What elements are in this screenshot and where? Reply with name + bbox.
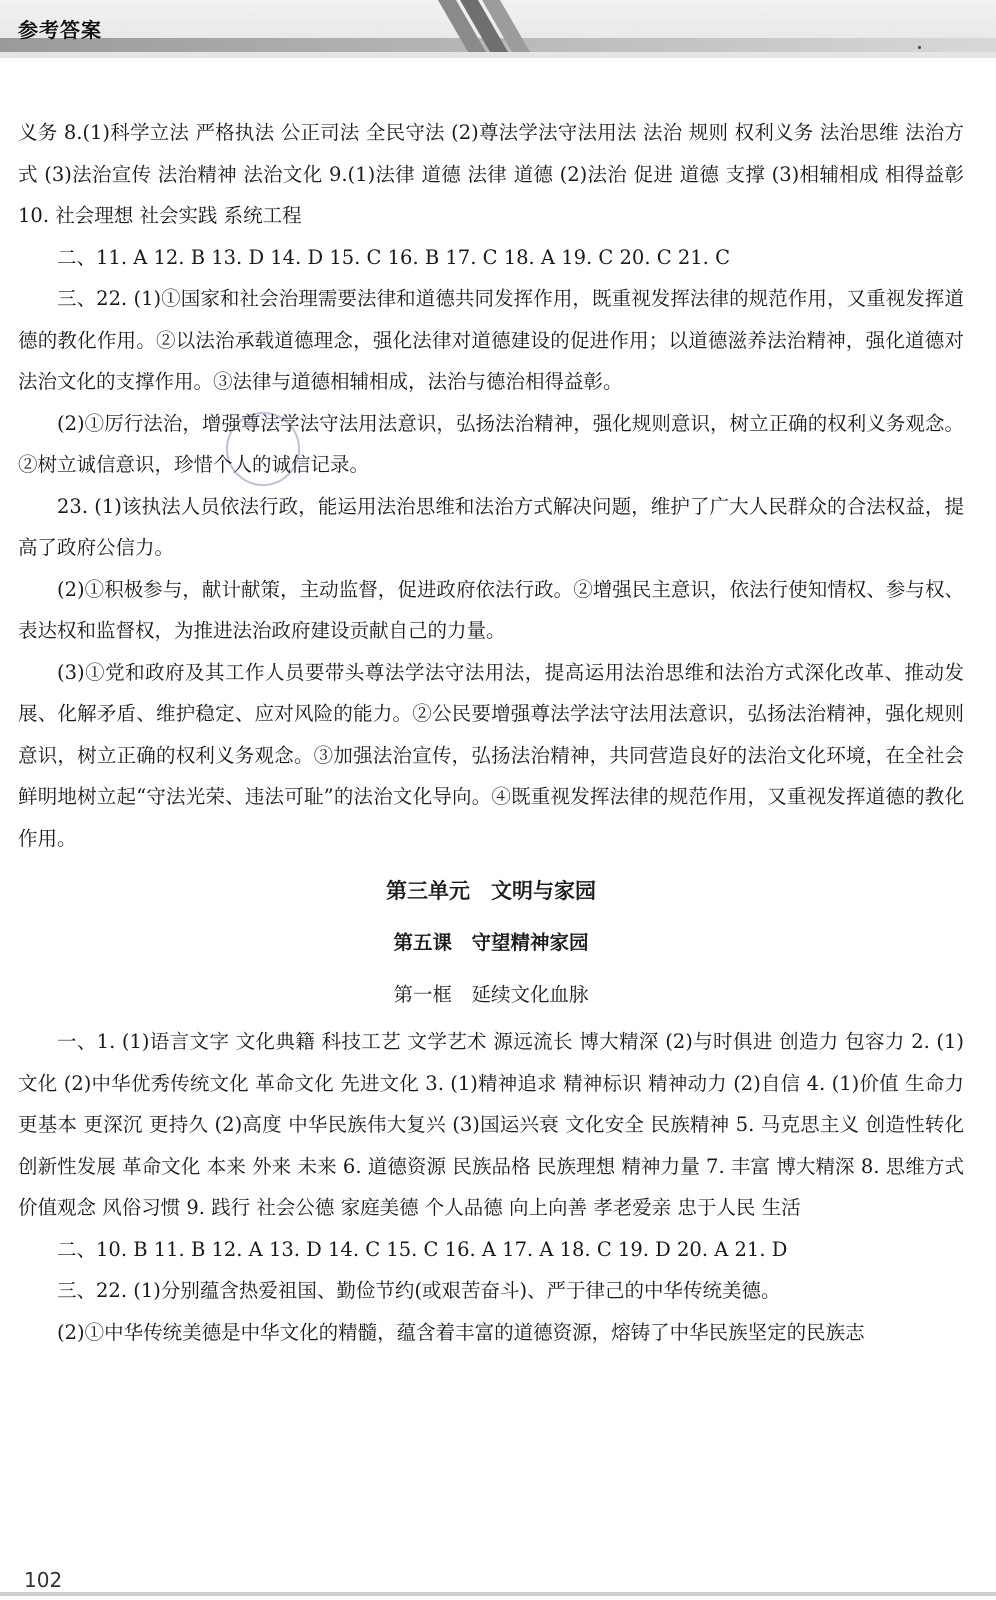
answer-paragraph: (2)①中华传统美德是中华文化的精髓，蕴含着丰富的道德资源，熔铸了中华民族坚定的民族志	[57, 1320, 865, 1344]
footer-rule	[0, 1592, 996, 1596]
answer-paragraph: 义务 8.(1)科学立法 严格执法 公正司法 全民守法 (2)尊法学法守法用法 法治 规则 权利义务 法治思维 法治方式 (3)法治宣传 法治精神 法治文化 9.(1)法律 道德 法律 道德 (2)法治 促进 道德 支撑 (3)相辅相成 相得益彰 10. 社会理想 社会实践 系统工程	[18, 121, 964, 227]
section-title: 第一框 延续文化血脉	[393, 983, 589, 1006]
answer-paragraph: (2)①积极参与，献计献策，主动监督，促进政府依法行政。②增强民主意识，依法行使知情权、参与权、表达权和监督权，为推进法治政府建设贡献自己的力量。	[18, 577, 964, 642]
answer-paragraph: 23. (1)该执法人员依法行政，能运用法治思维和法治方式解决问题，维护了广大人民群众的合法权益，提高了政府公信力。	[18, 494, 964, 559]
answer-paragraph: 三、22. (1)分别蕴含热爱祖国、勤俭节约(或艰苦奋斗)、严于律己的中华传统美德。	[57, 1279, 781, 1302]
header-dot	[918, 46, 921, 49]
header-stripes-decoration	[430, 0, 550, 58]
unit-title: 第三单元 文明与家园	[386, 878, 596, 903]
answer-paragraph: 二、10. B 11. B 12. A 13. D 14. C 15. C 16. A 17. A 18. C 19. D 20. A 21. D	[57, 1237, 788, 1261]
page-header-title: 参考答案	[18, 18, 102, 42]
answer-paragraph: 三、22. (1)①国家和社会治理需要法律和道德共同发挥作用，既重视发挥法律的规范作用，又重视发挥道德的教化作用。②以法治承载道德理念，强化法律对道德建设的促进作用；以道德滋养法治精神，强化道德对法治文化的支撑作用。③法律与道德相辅相成，法治与德治相得益彰。	[18, 287, 964, 393]
answer-paragraph: (3)①党和政府及其工作人员要带头尊法学法守法用法，提高运用法治思维和法治方式深化改革、推动发展、化解矛盾、维护稳定、应对风险的能力。②公民要增强尊法学法守法用法意识，弘扬法治精神，强化规则意识，树立正确的权利义务观念。③加强法治宣传，弘扬法治精神，共同营造良好的法治文化环境，在全社会鲜明地树立起“守法光荣、违法可耻”的法治文化导向。④既重视发挥法律的规范作用，又重视发挥道德的教化作用。	[18, 660, 964, 850]
answer-content	[18, 112, 964, 1353]
page-number: 102	[24, 1568, 63, 1592]
lesson-title: 第五课 守望精神家园	[393, 931, 589, 954]
answer-paragraph: 一、1. (1)语言文字 文化典籍 科技工艺 文学艺术 源远流长 博大精深 (2)与时俱进 创造力 包容力 2. (1)文化 (2)中华优秀传统文化 革命文化 先进文化 3. (1)精神追求 精神标识 精神动力 (2)自信 4. (1)价值 生命力 更基本 更深沉 更持久 (2)高度 中华民族伟大复兴 (3)国运兴衰 文化安全 民族精神 5. 马克思主义 创造性转化 创新性发展 革命文化 本来 外来 未来 6. 道德资源 民族品格 民族理想 精神力量 7. 丰富 博大精深 8. 思维方式 价值观念 风俗习惯 9. 践行 社会公德 家庭美德 个人品德 向上向善 孝老爱亲 忠于人民 生活	[18, 1030, 964, 1219]
answer-paragraph: (2)①厉行法治，增强尊法学法守法用法意识，弘扬法治精神，强化规则意识，树立正确的权利义务观念。②树立诚信意识，珍惜个人的诚信记录。	[18, 411, 964, 476]
answer-paragraph: 二、11. A 12. B 13. D 14. D 15. C 16. B 17. C 18. A 19. C 20. C 21. C	[57, 245, 730, 269]
